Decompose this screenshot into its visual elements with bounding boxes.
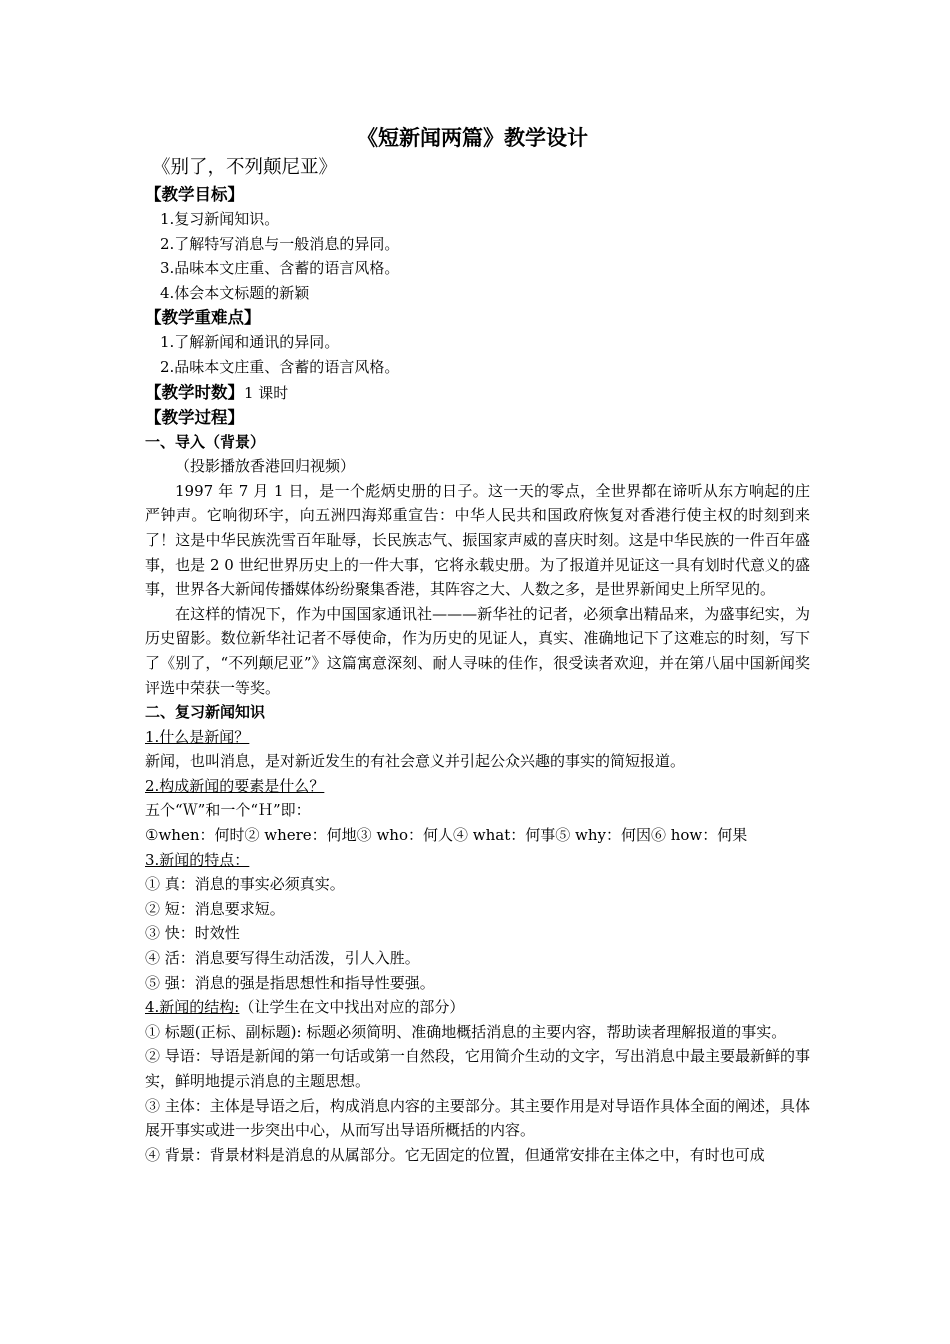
key-point-item: 1.了解新闻和通讯的异同。 [160, 333, 340, 352]
question-3: 3.新闻的特点： [145, 850, 250, 869]
question-1: 1.什么是新闻？ [145, 727, 250, 746]
structure-item: ④ 背景：背景材料是消息的从属部分。它无固定的位置，但通常安排在主体之中，有时也可成 [145, 1145, 765, 1164]
question-4: 4.新闻的结构: [145, 998, 240, 1017]
video-note: （投影播放香港回归视频） [175, 457, 356, 476]
key-point-item: 2.品味本文庄重、含蓄的语言风格。 [160, 357, 400, 376]
feature-item: ② 短：消息要求短。 [145, 899, 285, 918]
hours-value: 1 课时 [244, 383, 289, 402]
answer-1: 新闻，也叫消息，是对新近发生的有社会意义并引起公众兴趣的事实的简短报道。 [145, 752, 686, 771]
feature-item: ③ 快：时效性 [145, 924, 240, 943]
page-title: 《短新闻两篇》教学设计 [357, 125, 588, 150]
question-2: 2.构成新闻的要素是什么？ [145, 776, 325, 795]
key-points-heading: 【教学重难点】 [145, 308, 261, 328]
answer-2-elements: ①when：何时② where：何地③ who：何人④ what：何事⑤ why：何因⑥ how：何果 [145, 826, 748, 845]
goal-item: 3.品味本文庄重、含蓄的语言风格。 [160, 259, 400, 278]
answer-2-intro: 五个“Ｗ”和一个“Ｈ”即： [145, 801, 311, 820]
background-paragraph: 1997 年 7 月 1 日，是一个彪炳史册的日子。这一天的零点，全世界都在谛听从东方响起的庄严钟声。它响彻环宇，向五洲四海郑重宣告：中华人民共和国政府恢复对香港行使主权的时刻到来了！这是中华民族洗雪百年耻辱，长民族志气、振国家声威的喜庆时刻。这是中华民族的一件百年盛事，也是 2 0 世纪世界历史上的一件大事，它将永载史册。为了报道并见证这一具有划时代意义的盛事，世界各大新闻传播媒体纷纷聚集香港，其阵容之大、人数之多，是世界新闻史上所罕见的。 [145, 481, 810, 599]
structure-item: ③ 主体：主体是导语之后，构成消息内容的主要部分。其主要作用是对导语作具体全面的阐述，具体展开事实或进一步突出中心，从而写出导语所概括的内容。 [145, 1096, 810, 1140]
hours-heading: 【教学时数】 [145, 382, 244, 402]
goal-item: 2.了解特写消息与一般消息的异同。 [160, 234, 400, 253]
hours-row [145, 380, 810, 405]
goal-item: 1.复习新闻知识。 [160, 210, 280, 228]
goal-item: 4.体会本文标题的新颖 [160, 283, 310, 302]
background-paragraph: 在这样的情况下，作为中国国家通讯社———新华社的记者，必须拿出精品来，为盛事纪实，为历史留影。数位新华社记者不辱使命，作为历史的见证人，真实、准确地记下了这难忘的时刻，写下了《别了，“不列颠尼亚”》这篇寓意深刻、耐人寻味的佳作，很受读者欢迎，并在第八届中国新闻奖评选中荣获一等奖。 [145, 604, 810, 697]
process-heading: 【教学过程】 [145, 407, 244, 427]
part2-heading: 二、复习新闻知识 [145, 703, 266, 722]
article-subtitle: 《别了，不列颠尼亚》 [152, 157, 338, 178]
structure-item: ① 标题(正标、副标题): 标题必须简明、准确地概括消息的主要内容，帮助读者理解报道的事实。 [145, 1022, 787, 1041]
feature-item: ④ 活：消息要写得生动活泼，引人入胜。 [145, 949, 420, 968]
question-4-note: （让学生在文中找出对应的部分） [239, 998, 465, 1017]
structure-item: ② 导语：导语是新闻的第一句话或第一自然段，它用简介生动的文字，写出消息中最主要最新鲜的事实，鲜明地提示消息的主题思想。 [145, 1047, 810, 1090]
document-body [145, 122, 810, 1167]
feature-item: ⑤ 强：消息的强是指思想性和指导性要强。 [145, 973, 435, 992]
part1-heading: 一、导入（背景） [145, 432, 266, 451]
feature-item: ① 真：消息的事实必须真实。 [145, 875, 345, 894]
goals-heading: 【教学目标】 [145, 185, 244, 204]
